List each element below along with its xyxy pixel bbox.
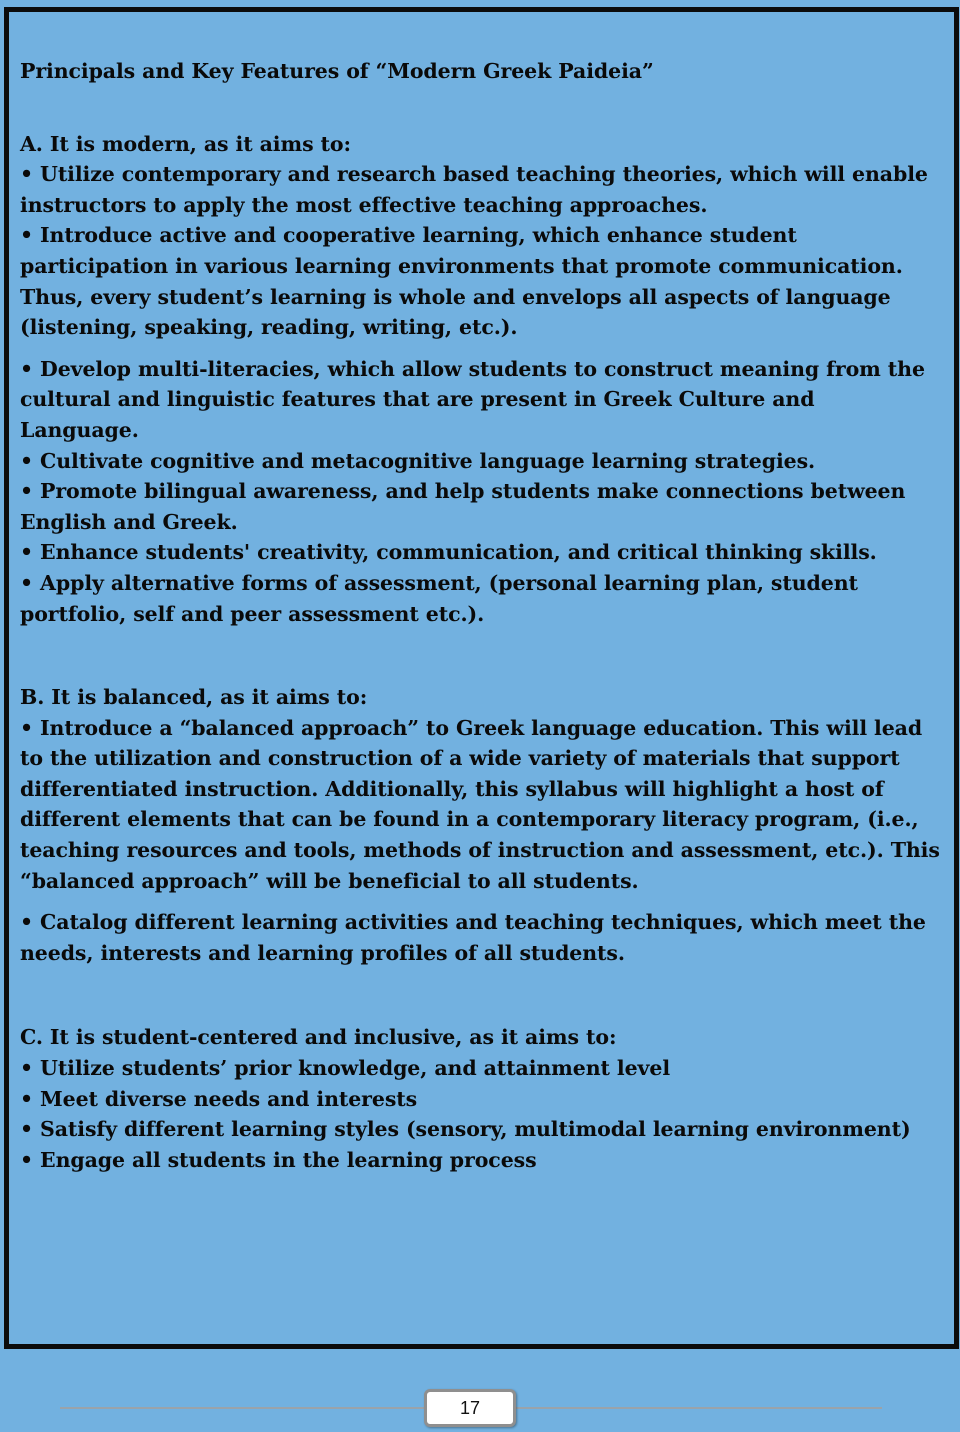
section-a-item: • Develop multi-literacies, which allow students to construct meaning from the cultural and linguistic features that are present in Greek Culture and Language. <box>20 356 925 442</box>
section-a-item: • Enhance students' creativity, communication, and critical thinking skills. <box>20 540 877 565</box>
section-a-item: • Utilize contemporary and research based teaching theories, which will enable instructors to apply the most effective teaching approaches. <box>20 162 928 217</box>
section-a-heading: A. It is modern, as it aims to: <box>20 131 351 156</box>
page-number: 17 <box>424 1389 516 1427</box>
document-content <box>20 56 940 1175</box>
section-c-item: • Utilize students’ prior knowledge, and attainment level <box>20 1056 671 1081</box>
section-c-item: • Engage all students in the learning process <box>20 1147 537 1172</box>
section-b-item: • Introduce a “balanced approach” to Greek language education. This will lead to the utilization and construction of a wide variety of materials that support differentiated instruction. Additionally, this syllabus will highlight a host of different elements that can be found in a contemporary literacy program, (i.e., teaching resources and tools, methods of instruction and assessment, etc.). This “balanced approach” will be beneficial to all students. <box>20 715 940 893</box>
section-a-item: • Promote bilingual awareness, and help students make connections between English and Greek. <box>20 479 906 534</box>
section-a-item: • Introduce active and cooperative learning, which enhance student participation in various learning environments that promote communication. Thus, every student’s learning is whole and envelops all aspects of language (listening, speaking, reading, writing, etc.). <box>20 223 903 340</box>
section-c-heading: C. It is student-centered and inclusive, as it aims to: <box>20 1025 617 1050</box>
section-b-heading: B. It is balanced, as it aims to: <box>20 685 368 710</box>
footer-divider-left <box>60 1407 426 1409</box>
section-a-item: • Cultivate cognitive and metacognitive language learning strategies. <box>20 448 816 473</box>
section-a-item: • Apply alternative forms of assessment, (personal learning plan, student portfolio, self and peer assessment etc.). <box>20 570 858 626</box>
page-title: Principals and Key Features of “Modern Greek Paideia” <box>20 59 654 83</box>
section-c-item: • Satisfy different learning styles (sensory, multimodal learning environment) <box>20 1117 911 1142</box>
section-c-item: • Meet diverse needs and interests <box>20 1086 418 1111</box>
section-b-item: • Catalog different learning activities and teaching techniques, which meet the needs, interests and learning profiles of all students. <box>20 910 926 965</box>
footer-divider-right <box>516 1407 882 1409</box>
